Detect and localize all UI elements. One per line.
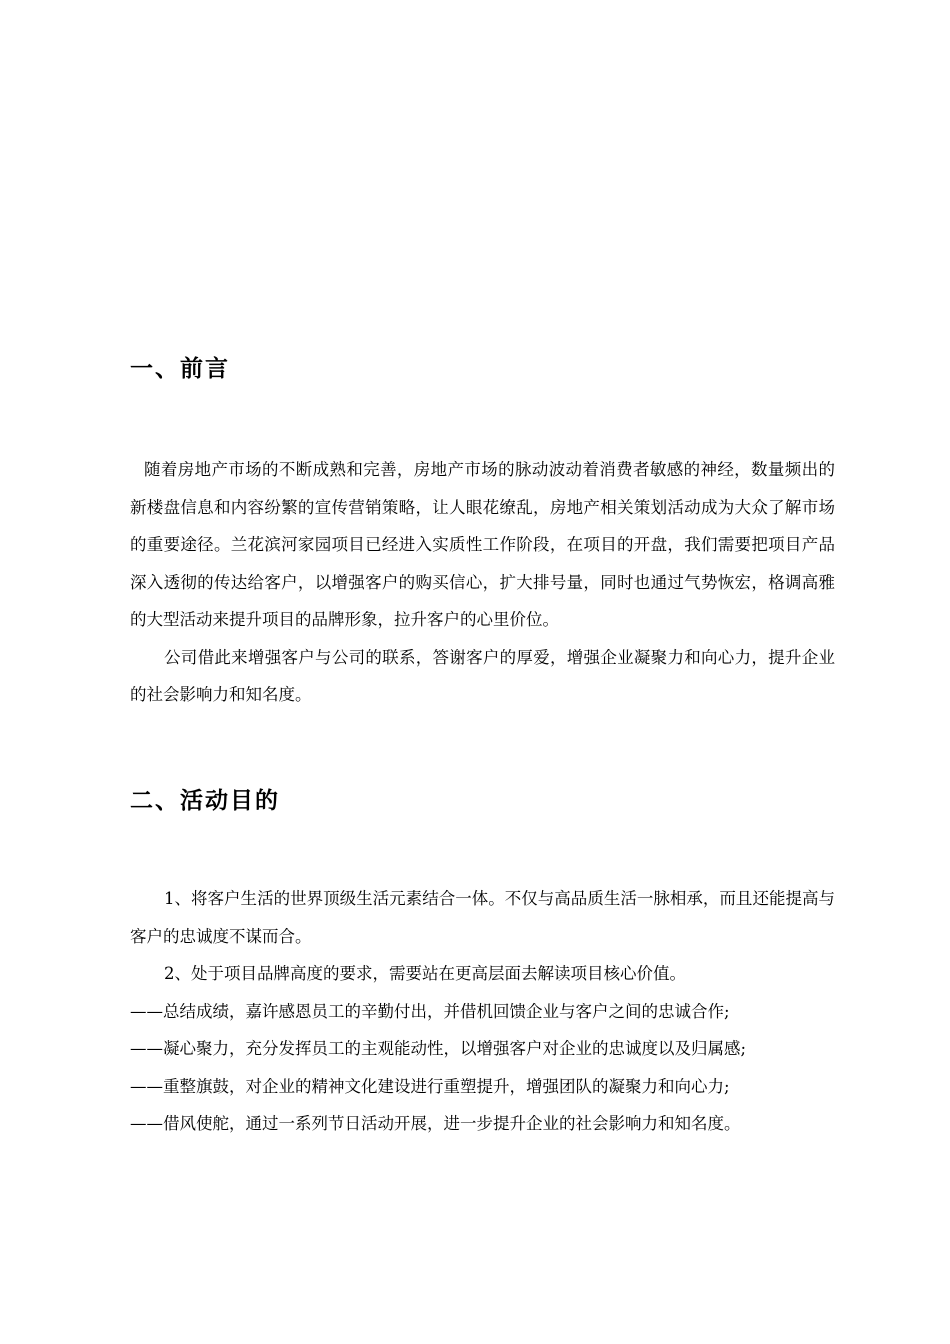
section-heading-activity-purpose: 二、活动目的 bbox=[130, 788, 280, 814]
purpose-dash-item: ——总结成绩，嘉许感恩员工的辛勤付出，并借机回馈企业与客户之间的忠诚合作; bbox=[130, 1001, 730, 1021]
purpose-body bbox=[130, 880, 835, 1143]
section-heading-preface: 一、前言 bbox=[130, 356, 230, 382]
preface-body bbox=[130, 451, 835, 714]
preface-paragraph: 公司借此来增强客户与公司的联系，答谢客户的厚爱，增强企业凝聚力和向心力，提升企业的社会影响力和知名度。 bbox=[130, 647, 835, 704]
purpose-dash-item: ——重整旗鼓，对企业的精神文化建设进行重塑提升，增强团队的凝聚力和向心力; bbox=[130, 1076, 730, 1096]
purpose-item: 2、处于项目品牌高度的要求，需要站在更高层面去解读项目核心价值。 bbox=[164, 964, 686, 983]
purpose-dash-item: ——借风使舵，通过一系列节日活动开展，进一步提升企业的社会影响力和知名度。 bbox=[130, 1114, 741, 1133]
purpose-item: 1、将客户生活的世界顶级生活元素结合一体。不仅与高品质生活一脉相承，而且还能提高与客户的忠诚度不谋而合。 bbox=[130, 889, 835, 946]
purpose-dash-item: ——凝心聚力，充分发挥员工的主观能动性，以增强客户对企业的忠诚度以及归属感; bbox=[130, 1039, 747, 1058]
preface-paragraph: 随着房地产市场的不断成熟和完善，房地产市场的脉动波动着消费者敏感的神经，数量频出的新楼盘信息和内容纷繁的宣传营销策略，让人眼花缭乱，房地产相关策划活动成为大众了解市场的重要途径。兰花滨河家园项目已经进入实质性工作阶段，在项目的开盘，我们需要把项目产品深入透彻的传达给客户，以增强客户的购买信心，扩大排号量，同时也通过气势恢宏，格调高雅的大型活动来提升项目的品牌形象，拉升客户的心里价位。 bbox=[130, 460, 835, 629]
